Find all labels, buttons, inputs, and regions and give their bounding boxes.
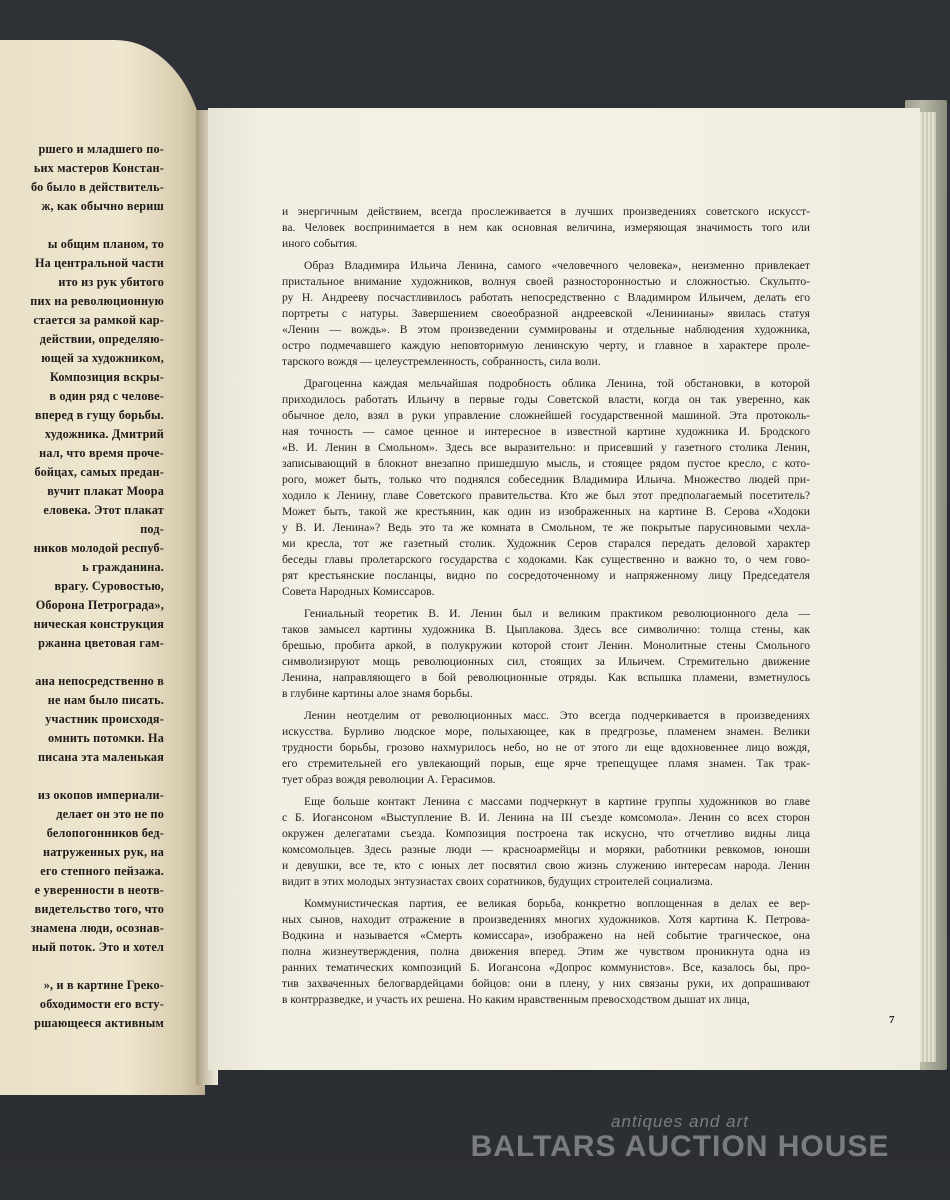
left-page-line: ржанна цветовая гам- <box>38 636 164 650</box>
text-line: трудности борьбы, грозово нахмурилось небо, но не от этого ли еще вдохновеннее лицо вождя, <box>282 741 810 754</box>
left-page-line: ный поток. Это и хотел <box>31 940 164 954</box>
left-page-gap <box>0 957 164 976</box>
left-page-line: пих на революционную <box>30 294 164 308</box>
paragraph <box>282 794 810 890</box>
right-page-text <box>282 204 810 1014</box>
left-page-line: ь гражданина. <box>82 560 164 574</box>
left-page-line: знамена люди, осознав- <box>30 921 164 935</box>
left-page-line: из окопов империали- <box>37 788 164 802</box>
left-page-line: еловека. Этот плакат <box>43 503 164 517</box>
left-page-line: ана непосредственно в <box>35 674 164 688</box>
left-page-line: обходимости его всту- <box>39 997 164 1011</box>
left-page-line: ническая конструкция <box>33 617 164 631</box>
text-line: искусства. Бурливо людское море, полыхающее, как в предгрозье, пламенем знамен. Велики <box>282 725 810 738</box>
left-page-line: ито из рук убитого <box>58 275 164 289</box>
text-line: у В. И. Ленина»? Ведь это та же комната в Смольном, те же покрытые парусиновыми чехла- <box>282 521 810 534</box>
left-page-gap <box>0 653 164 672</box>
text-line: портреты с натуры. Завершением своеобразной андреевской «Ленинианы» явилась статуя <box>282 307 810 320</box>
paragraph <box>282 708 810 788</box>
text-line: рого, может быть, только что поднялся собеседник Владимира Ильича. Множество людей при- <box>282 473 810 486</box>
text-line: окружен делегатами съезда. Композиция построена так искусно, что отчетливо видны лица <box>282 827 810 840</box>
text-line: комсомольцев. Здесь разные люди — красноармейцы и моряки, работники ревкомов, юноши <box>282 843 810 856</box>
left-page-line: ьих мастеров Констан- <box>33 161 164 175</box>
paragraph <box>282 204 810 252</box>
text-line: Ленин неотделим от революционных масс. Это всегда подчеркивается в произведениях <box>304 709 810 722</box>
left-page-line: стается за рамкой кар- <box>33 313 164 327</box>
text-line: ва. Человек воспринимается в нем как основная величина, измеряющая значимость того или <box>282 221 810 234</box>
text-line: ми кресла, тот же газетный столик. Художник Серов старался передать деловой характер <box>282 537 810 550</box>
left-page-line: его степного пейзажа. <box>40 864 164 878</box>
text-line: иного события. <box>282 237 358 250</box>
text-line: приходилось работать Ильичу в первые годы Советской власти, когда он так уверенно, как <box>282 393 810 406</box>
paragraph <box>282 896 810 1008</box>
left-page-line: », и в картине Греко- <box>43 978 164 992</box>
left-page-line: не нам было писать. <box>47 693 164 707</box>
left-page-line: ршающееся активным <box>34 1016 164 1030</box>
left-page-line: участник происходя- <box>45 712 164 726</box>
left-page-line: ющей за художником, <box>41 351 164 365</box>
left-page-line: делает он это не по <box>56 807 164 821</box>
page-number: 7 <box>889 1014 895 1026</box>
left-page <box>0 40 205 1095</box>
text-line: ру Н. Андрееву посчастливилось работать непосредственно с Владимиром Ильичем, делать его <box>282 291 810 304</box>
text-line: и энергичным действием, всегда прослеживается в лучших произведениях советского искусст- <box>282 205 810 218</box>
text-line: его стремительней его увлекающий порыв, еще ярче трепещущее пламя знамен. Так трак- <box>282 757 810 770</box>
text-line: Гениальный теоретик В. И. Ленин был и великим практиком революционного дела — <box>304 607 810 620</box>
text-line: Еще больше контакт Ленина с массами подчеркнут в картине группы художников во главе <box>304 795 810 808</box>
text-line: рят крестьянские посланцы, видно по сосредоточенному и напряженному лицу Председателя <box>282 569 810 582</box>
left-page-line: Композиция вскры- <box>49 370 164 384</box>
right-page <box>208 108 920 1070</box>
left-page-line: вперед в гущу борьбы. <box>34 408 164 422</box>
watermark-title: BALTARS AUCTION HOUSE <box>470 1130 890 1163</box>
text-line: ная точность — самое ценное и интересное в известной картине художника И. Бродского <box>282 425 810 438</box>
left-page-line: На центральной части <box>34 256 164 270</box>
left-page-gap <box>0 216 164 235</box>
text-line: в контрразведке, и участь их решена. Но каким нравственным превосходством дышат их лица, <box>282 993 750 1006</box>
text-line: Водкина и называется «Смерть комиссара», изображено на ней событие трагическое, она <box>282 929 810 942</box>
text-line: беседы главы пролетарского государства с ходоками. Как существенно и важно то, о чем гово- <box>282 553 810 566</box>
watermark-logo <box>470 1112 890 1164</box>
text-line: брешью, пробита аркой, в полукружии которой стоит Ленин. Монолитные стены Смольного <box>282 639 810 652</box>
text-line: пристальное внимание художников, волнуя своей разносторонностью и сложностью. Скульпто- <box>282 275 810 288</box>
left-page-text <box>0 140 164 1033</box>
paragraph <box>282 258 810 370</box>
text-line: «Ленин — вождь». В этом произведении суммированы и отдельные наблюдения художника, <box>282 323 810 336</box>
paragraph <box>282 376 810 600</box>
text-line: «В. И. Ленин в Смольном». Здесь все выразительно: и присевший у газетного столика Ленин, <box>282 441 810 454</box>
left-page-line: е уверенности в неотв- <box>34 883 164 897</box>
text-line: Образ Владимира Ильича Ленина, самого «человечного человека», неизменно привлекает <box>304 259 810 272</box>
left-page-line: ы общим планом, то <box>47 237 164 251</box>
left-page-line: омнить потомки. На <box>48 731 164 745</box>
left-page-line: белопогонников бед- <box>46 826 164 840</box>
text-line: символизируют мощь революционных сил, стоящих за Ильичем. Стремительно движение <box>282 655 810 668</box>
paragraph <box>282 606 810 702</box>
text-line: видит в этих молодых энтузиастах своих соратников, будущих строителей социализма. <box>282 875 713 888</box>
text-line: Может быть, такой же крестьянин, как один из изображенных на картине В. Серова «Ходоки <box>282 505 810 518</box>
text-line: ранних тематических композиций Б. Иогансона «Допрос коммунистов». Все, казалось бы, про- <box>282 961 810 974</box>
left-page-line: ников молодой респуб- <box>33 541 164 555</box>
text-line: записывающий в блокнот внезапно пришедшую мысль, и стоящее рядом пустое кресло, с кото- <box>282 457 810 470</box>
text-line: Коммунистическая партия, ее великая борьба, конкретно воплощенная в делах ее вер- <box>304 897 810 910</box>
left-page-line: действии, определяю- <box>39 332 164 346</box>
text-line: с Б. Иогансоном «Выступление В. И. Ленина на III съезде комсомола». Ленин со всех сторон <box>282 811 810 824</box>
text-line: ходило к Ленину, главе Советского правительства. Кто же был этот предполагаемый посетитель? <box>282 489 810 502</box>
text-line: обычное дело, взял в руки управление сложнейшей государственной машиной. Эта протоколь- <box>282 409 810 422</box>
text-line: Драгоценна каждая мельчайшая подробность облика Ленина, той обстановки, в которой <box>304 377 810 390</box>
left-page-line: вучит плакат Моора <box>47 484 164 498</box>
left-page-line: бойцах, самых предан- <box>34 465 164 479</box>
watermark-tagline: antiques and art <box>611 1112 749 1131</box>
left-page-line: художника. Дмитрий <box>44 427 164 441</box>
left-page-line: бо было в действитель- <box>30 180 164 194</box>
text-line: остро подмечавшего каждую неповторимую ленинскую черту, и главное в характере проле- <box>282 339 810 352</box>
text-line: ных сынов, находит отражение в произведениях многих художников. Хотя картина К. Петрова- <box>282 913 810 926</box>
left-page-line: под- <box>140 522 164 536</box>
text-line: в глубине картины алое знамя борьбы. <box>282 687 473 700</box>
left-page-line: писана эта маленькая <box>37 750 164 764</box>
text-line: и девушки, все те, кто с юных лет посвятил свою жизнь служению интересам народа. Ленин <box>282 859 810 872</box>
text-line: Совета Народных Комиссаров. <box>282 585 435 598</box>
left-page-line: натруженных рук, на <box>42 845 164 859</box>
left-page-line: в один ряд с челове- <box>49 389 164 403</box>
left-page-line: видетельство того, что <box>34 902 164 916</box>
left-page-line: ж, как обычно вериш <box>41 199 164 213</box>
text-line: тует образ вождя революции А. Герасимов. <box>282 773 496 786</box>
left-page-line: Оборона Петрограда», <box>35 598 164 612</box>
left-page-line: врагу. Суровостью, <box>54 579 164 593</box>
text-line: Ленина, направляющего в бой революционные отряды. Как вспышка пламени, взметнулось <box>282 671 810 684</box>
left-page-line: ршего и младшего по- <box>38 142 164 156</box>
text-line: полна жизнеутверждения, полна движения вперед. Этим же чувством проникнута одна из <box>282 945 810 958</box>
left-page-line: нал, что время проче- <box>39 446 164 460</box>
text-line: тив захваченных белогвардейцами бойцов: они в плену, у них связаны руки, их допрашивают <box>282 977 810 990</box>
text-line: таков замысел картины художника В. Цыплакова. Здесь все символично: толща стены, как <box>282 623 810 636</box>
text-line: тарского вождя — целеустремленность, собранность, сила воли. <box>282 355 601 368</box>
left-page-gap <box>0 767 164 786</box>
